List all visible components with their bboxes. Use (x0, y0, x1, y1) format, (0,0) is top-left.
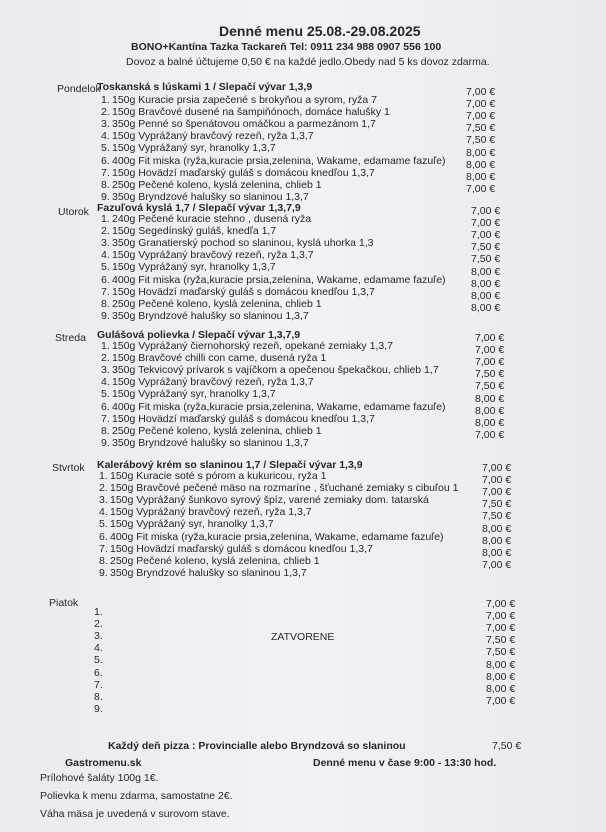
pizza-line: Každý deň pizza : Provincialle alebo Bryndzová so slaninou (108, 740, 406, 752)
delivery-note: Dovoz a balné účtujeme 0,50 € na každé jedlo.Obedy nad 5 ks dovoz zdarma. (126, 56, 490, 68)
item-price: 8,00 € (475, 416, 505, 429)
salad-note: Prílohové šaláty 100g 1€. (40, 772, 159, 784)
item-number: 5. (101, 142, 110, 155)
item-price: 7,50 € (486, 646, 516, 659)
item-number: 3. (101, 118, 110, 131)
item-price: 7,50 € (471, 253, 501, 266)
item-price: 7,50 € (475, 380, 505, 393)
item-number: 7. (101, 412, 110, 425)
item-number: 3. (101, 237, 110, 250)
item-number: 4. (99, 506, 108, 519)
website: Gastromenu.sk (65, 757, 142, 769)
item-number: 1. (101, 94, 110, 106)
item-price: 8,00 € (471, 289, 501, 302)
day-name: Pondelok (57, 83, 101, 95)
item-number: 7. (101, 285, 110, 298)
contact-line: BONO+Kantína Tazka Tackareň Tel: 0911 234 988 0907 556 100 (131, 41, 442, 53)
item-price: 7,00 € (466, 182, 496, 195)
item-number: 4. (101, 249, 110, 262)
menu-item: 150g Kuracie soté s pórom a kukuricou, ryža 1 (110, 470, 327, 482)
item-number: 8. (101, 424, 110, 437)
menu-item: 240g Pečené kuracie stehno , dusená ryža (112, 213, 312, 225)
item-number: 2. (101, 106, 110, 119)
menu-item: 150g Vyprážaný čiernohorský rezeň, opekané zemiaky 1,3,7 (112, 340, 393, 352)
menu-title: Denné menu 25.08.-29.08.2025 (219, 23, 421, 39)
menu-item: 150g Vyprážaný syr, hranolky 1,3,7 (110, 518, 274, 531)
item-number: 9. (99, 566, 108, 579)
menu-item: 150g Vyprážaný syr, hranolky 1,3,7 (112, 142, 276, 155)
item-price: 8,00 € (471, 301, 501, 314)
menu-item: 350g Penné so špenátovou omáčkou a parmezánom 1,7 (112, 118, 376, 131)
item-price: 7,50 € (486, 634, 516, 647)
menu-item: 150g Hovädzí maďarský guláš s domácou knedľou 1,3,7 (112, 412, 375, 425)
menu-item: 150g Vyprážaný šunkovo syrový špíz, varené zemiaky dom. tatarská (110, 494, 429, 507)
item-price: 8,00 € (466, 146, 496, 159)
item-number: 2. (101, 352, 110, 365)
item-price: 8,00 € (471, 277, 501, 290)
item-number: 8. (101, 178, 110, 191)
menu-item: 150g Vyprážaný bravčový rezeň, ryža 1,3,7 (110, 506, 312, 519)
item-price: 7,00 € (475, 344, 505, 357)
item-price: 7,00 € (475, 356, 505, 369)
item-price: 7,00 € (482, 558, 512, 571)
item-price: 8,00 € (486, 670, 516, 683)
item-price: 8,00 € (471, 265, 501, 278)
item-price: 7,00 € (466, 86, 496, 98)
menu-item: 150g Hovädzí maďarský guláš s domácou knedľou 1,3,7 (112, 166, 375, 179)
pizza-price: 7,50 € (492, 740, 522, 752)
item-number: 5. (99, 518, 108, 531)
item-price: 7,00 € (486, 598, 516, 610)
item-price: 8,00 € (482, 534, 512, 547)
item-price: 8,00 € (482, 546, 512, 559)
menu-item: 400g Fit miska (ryža,kuracie prsia,zelenina, Wakame, edamame fazuľe) (112, 154, 446, 167)
menu-item: 400g Fit miska (ryža,kuracie prsia,zelenina, Wakame, edamame fazuľe) (110, 530, 444, 543)
day-name: Utorok (58, 206, 89, 218)
menu-item: 250g Pečené koleno, kyslá zelenina, chlieb 1 (112, 178, 322, 191)
menu-item: 150g Bravčové chilli con carne, dusená ryža 1 (112, 352, 327, 365)
item-number: 6. (99, 530, 108, 543)
item-price: 7,00 € (486, 694, 516, 707)
item-number: 1. (99, 470, 108, 482)
menu-item: 400g Fit miska (ryža,kuracie prsia,zelenina, Wakame, edamame fazuľe) (112, 273, 446, 286)
item-number: 7. (94, 678, 103, 691)
item-number: 1. (101, 340, 110, 352)
menu-item: 150g Vyprážaný syr, hranolky 1,3,7 (112, 388, 276, 401)
day-name: Streda (55, 332, 86, 344)
menu-item: 150g Kuracie prsia zapečené s brokyňou a syrom, ryža 7 (112, 94, 377, 106)
item-number: 6. (101, 400, 110, 413)
item-number: 3. (94, 630, 103, 643)
item-price: 7,50 € (466, 122, 496, 135)
item-number: 7. (99, 542, 108, 555)
menu-item: 250g Pečené koleno, kyslá zelenina, chlieb 1 (112, 424, 322, 437)
item-price: 7,50 € (466, 134, 496, 147)
item-number: 5. (94, 654, 103, 667)
item-price: 7,00 € (486, 622, 516, 635)
item-price: 7,00 € (471, 217, 501, 230)
item-number: 4. (94, 642, 103, 655)
item-number: 1. (94, 606, 103, 618)
menu-item: 150g Vyprážaný bravčový rezeň, ryža 1,3,7 (112, 130, 314, 143)
item-price: 7,50 € (471, 241, 501, 254)
menu-item: 150g Bravčové pečené mäso na rozmaríne , šťuchané zemiaky s cibuľou 1 (110, 482, 459, 495)
menu-item: 250g Pečené koleno, kyslá zelenina, chlieb 1 (110, 554, 320, 567)
opening-hours: Denné menu v čase 9:00 - 13:30 hod. (313, 757, 497, 769)
item-price: 7,50 € (475, 368, 505, 381)
item-number: 8. (99, 554, 108, 567)
menu-item: 350g Bryndzové halušky so slaninou 1,3,7 (112, 190, 309, 203)
item-number: 1. (101, 213, 110, 225)
item-number: 2. (101, 225, 110, 238)
item-number: 9. (101, 309, 110, 322)
menu-item: 350g Bryndzové halušky so slaninou 1,3,7 (112, 436, 309, 449)
menu-item: 350g Granatierský pochod so slaninou, kyslá uhorka 1,3 (112, 237, 374, 250)
item-number: 6. (101, 273, 110, 286)
soup-line: Kalerábový krém so slaninou 1,7 / Slepačí vývar 1,3,9 (97, 459, 363, 471)
item-number: 5. (101, 261, 110, 274)
item-number: 8. (101, 297, 110, 310)
item-price: 7,50 € (482, 510, 512, 523)
item-number: 6. (101, 154, 110, 167)
menu-item: 400g Fit miska (ryža,kuracie prsia,zelenina, Wakame, edamame fazuľe) (112, 400, 446, 413)
closed-label: ZATVORENE (271, 631, 335, 643)
menu-item: 150g Hovädzí maďarský guláš s domácou knedľou 1,3,7 (112, 285, 375, 298)
item-number: 9. (94, 702, 103, 715)
menu-item: 150g Bravčové dusené na šampiňónoch, domáce halušky 1 (112, 106, 390, 119)
item-number: 9. (101, 190, 110, 203)
item-price: 8,00 € (475, 404, 505, 417)
item-number: 4. (101, 376, 110, 389)
soup-note: Polievka k menu zdarma, samostatne 2€. (40, 790, 233, 802)
item-price: 8,00 € (466, 158, 496, 171)
menu-item: 150g Vyprážaný syr, hranolky 1,3,7 (112, 261, 276, 274)
item-price: 7,00 € (471, 229, 501, 242)
day-name: Piatok (49, 597, 79, 609)
item-number: 2. (94, 618, 103, 631)
soup-line: Gulášová polievka / Slepačí vývar 1,3,7,9 (97, 329, 301, 341)
item-price: 7,00 € (482, 486, 512, 499)
item-number: 9. (101, 436, 110, 449)
item-number: 6. (94, 666, 103, 679)
item-number: 2. (99, 482, 108, 495)
item-price: 7,50 € (482, 498, 512, 511)
menu-item: 150g Vyprážaný bravčový rezeň, ryža 1,3,7 (112, 376, 314, 389)
menu-item: 350g Tekvicový prívarok s vajíčkom a opečenou špekačkou, chlieb 1,7 (112, 364, 439, 377)
menu-item: 250g Pečené koleno, kyslá zelenina, chlieb 1 (112, 297, 322, 310)
item-price: 7,00 € (475, 332, 505, 344)
menu-item: 150g Segedínský guláš, knedľa 1,7 (112, 225, 277, 238)
item-price: 8,00 € (475, 392, 505, 405)
item-price: 8,00 € (486, 658, 516, 671)
item-number: 3. (99, 494, 108, 507)
menu-item: 150g Vyprážaný bravčový rezeň, ryža 1,3,7 (112, 249, 314, 262)
item-price: 7,00 € (471, 205, 501, 217)
menu-item: 350g Bryndzové halušky so slaninou 1,3,7 (110, 566, 307, 579)
item-price: 7,00 € (466, 98, 496, 111)
item-price: 7,00 € (475, 428, 505, 441)
item-price: 7,00 € (466, 110, 496, 123)
day-name: Stvrtok (52, 462, 85, 474)
item-number: 4. (101, 130, 110, 143)
menu-item: 150g Hovädzí maďarský guláš s domácou knedľou 1,3,7 (110, 542, 373, 555)
item-price: 7,00 € (482, 462, 512, 474)
soup-line: Toskanská s lúskami 1 / Slepačí vývar 1,3,9 (97, 81, 313, 93)
item-price: 8,00 € (486, 682, 516, 695)
item-price: 8,00 € (482, 522, 512, 535)
item-number: 8. (94, 690, 103, 703)
item-price: 7,00 € (486, 610, 516, 623)
item-number: 5. (101, 388, 110, 401)
weight-note: Váha mäsa je uvedená v surovom stave. (40, 808, 230, 820)
soup-line: Fazuľová kyslá 1,7 / Slepačí vývar 1,3,7,9 (97, 202, 301, 214)
item-number: 7. (101, 166, 110, 179)
item-price: 7,00 € (482, 474, 512, 487)
menu-item: 350g Bryndzové halušky so slaninou 1,3,7 (112, 309, 309, 322)
item-number: 3. (101, 364, 110, 377)
item-price: 8,00 € (466, 170, 496, 183)
